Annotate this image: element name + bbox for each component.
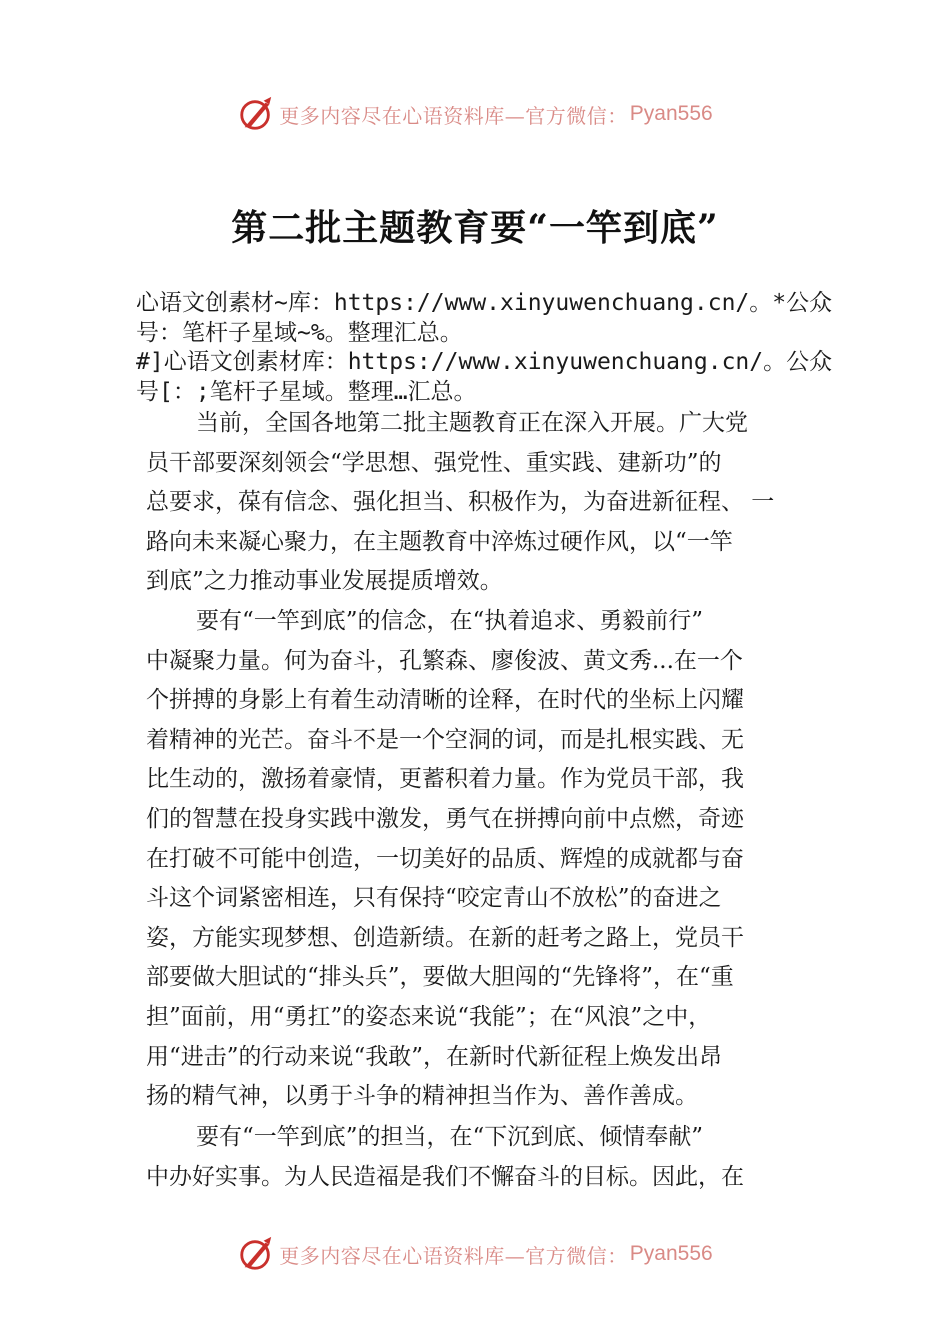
document-title: 第二批主题教育要“一竿到底” (231, 207, 719, 249)
banner-wechat-id: Pyan556 (629, 102, 713, 125)
paragraph-3 (146, 1118, 816, 1197)
paragraph-line: 到底”之力推动事业发展提质增效。 (146, 568, 503, 595)
paragraph-line: 担”面前，用“勇扛”的姿态来说“我能”；在“风浪”之中， (146, 1003, 712, 1030)
paragraph-line: 个拼搏的身影上有着生动清晰的诠释，在时代的坐标上闪耀 (146, 687, 744, 714)
banner-text: 更多内容尽在心语资料库—官方微信： (279, 1243, 628, 1268)
source-note-2 (136, 347, 836, 407)
paragraph-line: 中凝聚力量。何为奋斗，孔繁森、廖俊波、黄文秀...在一个 (146, 647, 743, 674)
source-line: 号[：;笔杆子星域。整理…汇总。 (136, 379, 477, 405)
paragraph-line: 斗这个词紧密相连，只有保持“咬定青山不放松”的奋进之 (146, 885, 722, 912)
banner-text: 更多内容尽在心语资料库—官方微信： (279, 103, 628, 128)
paragraph-line: 要有“一竿到底”的担当，在“下沉到底、倾情奉献” (196, 1124, 704, 1150)
pen-quill-logo-icon (237, 1235, 275, 1273)
source-line: 号：笔杆子星域~%。整理汇总。 (136, 320, 463, 346)
pen-quill-logo-icon (237, 95, 275, 133)
paragraph-line: 要有“一竿到底”的信念，在“执着追求、勇毅前行” (196, 608, 704, 634)
paragraph-line: 在打破不可能中创造，一切美好的品质、辉煌的成就都与奋 (146, 845, 744, 872)
footer-watermark-banner (0, 1232, 950, 1276)
paragraph-line: 们的智慧在投身实践中激发，勇气在拼搏向前中点燃，奇迹 (146, 805, 744, 832)
header-watermark-banner (0, 92, 950, 136)
paragraph-line: 扬的精气神，以勇于斗争的精神担当作为、善作善成。 (146, 1083, 698, 1110)
paragraph-line: 当前，全国各地第二批主题教育正在深入开展。广大党 (196, 410, 748, 436)
paragraph-line: 员干部要深刻领会“学思想、强党性、重实践、建新功”的 (146, 449, 722, 476)
paragraph-line: 部要做大胆试的“排头兵”，要做大胆闯的“先锋将”，在“重 (146, 964, 734, 991)
paragraph-line: 中办好实事。为人民造福是我们不懈奋斗的目标。因此，在 (146, 1163, 744, 1190)
paragraph-line: 比生动的，激扬着豪情，更蓄积着力量。作为党员干部，我 (146, 766, 744, 793)
paragraph-2 (146, 602, 816, 1117)
banner-wechat-id: Pyan556 (629, 1242, 713, 1265)
paragraph-line: 路向未来凝心聚力，在主题教育中淬炼过硬作风，以“一竿 (146, 528, 733, 555)
source-line: #]心语文创素材库：https://www.xinyuwenchuang.cn/。公众 (136, 349, 833, 375)
paragraph-line: 总要求，葆有信念、强化担当、积极作为，为奋进新征程、 一 (146, 489, 775, 516)
paragraph-line: 用“进击”的行动来说“我敢”，在新时代新征程上焕发出昂 (146, 1043, 723, 1070)
source-note-1 (136, 288, 836, 348)
paragraph-line: 着精神的光芒。奋斗不是一个空洞的词，而是扎根实践、无 (146, 726, 744, 753)
source-line: 心语文创素材~库：https://www.xinyuwenchuang.cn/。*公众 (136, 290, 833, 316)
paragraph-1 (146, 404, 816, 602)
paragraph-line: 姿，方能实现梦想、创造新绩。在新的赶考之路上，党员干 (146, 924, 744, 951)
